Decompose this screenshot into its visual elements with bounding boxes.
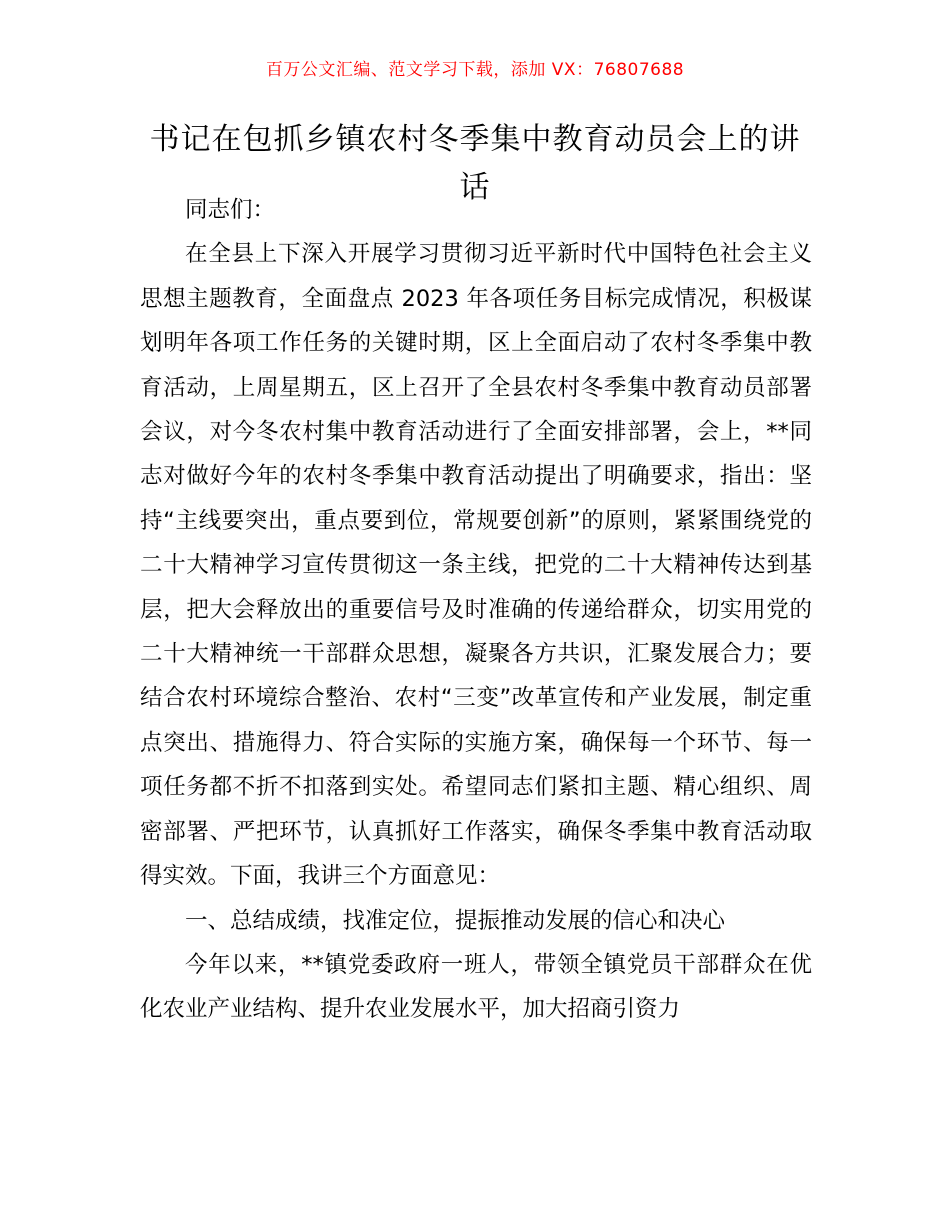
- paragraph-intro: 在全县上下深入开展学习贯彻习近平新时代中国特色社会主义思想主题教育，全面盘点 2023 年各项任务目标完成情况，积极谋划明年各项工作任务的关键时期，区上全面启动了农村冬季集中教育活动，上周星期五，区上召开了全县农村冬季集中教育动员部署会议，对今冬农村集中教育活动进行了全面安排部署，会上，**同志对做好今年的农村冬季集中教育活动提出了明确要求，指出：坚持“主线要突出，重点要到位，常规要创新”的原则，紧紧围绕党的二十大精神学习宣传贯彻这一条主线，把党的二十大精神传达到基层，把大会释放出的重要信号及时准确的传递给群众，切实用党的二十大精神统一干部群众思想，凝聚各方共识，汇聚发展合力；要结合农村环境综合整治、农村“三变”改革宣传和产业发展，制定重点突出、措施得力、符合实际的实施方案，确保每一个环节、每一项任务都不折不扣落到实处。希望同志们紧扣主题、精心组织、周密部署、严把环节，认真抓好工作落实，确保冬季集中教育活动取得实效。下面，我讲三个方面意见：: [140, 241, 812, 890]
- salutation: 同志们：: [185, 197, 276, 223]
- document-title: 书记在包抓乡镇农村冬季集中教育动员会上的讲话: [149, 122, 801, 205]
- section-heading-1: 一、总结成绩，找准定位，提振推动发展的信心和决心: [185, 907, 726, 934]
- document-body: [140, 188, 812, 1032]
- paragraph-section-1: 今年以来，**镇党委政府一班人，带领全镇党员干部群众在优化农业产业结构、提升农业发展水平，加大招商引资力: [140, 951, 812, 1023]
- header-banner: 百万公文汇编、范文学习下载，添加 VX：76807688: [265, 60, 685, 80]
